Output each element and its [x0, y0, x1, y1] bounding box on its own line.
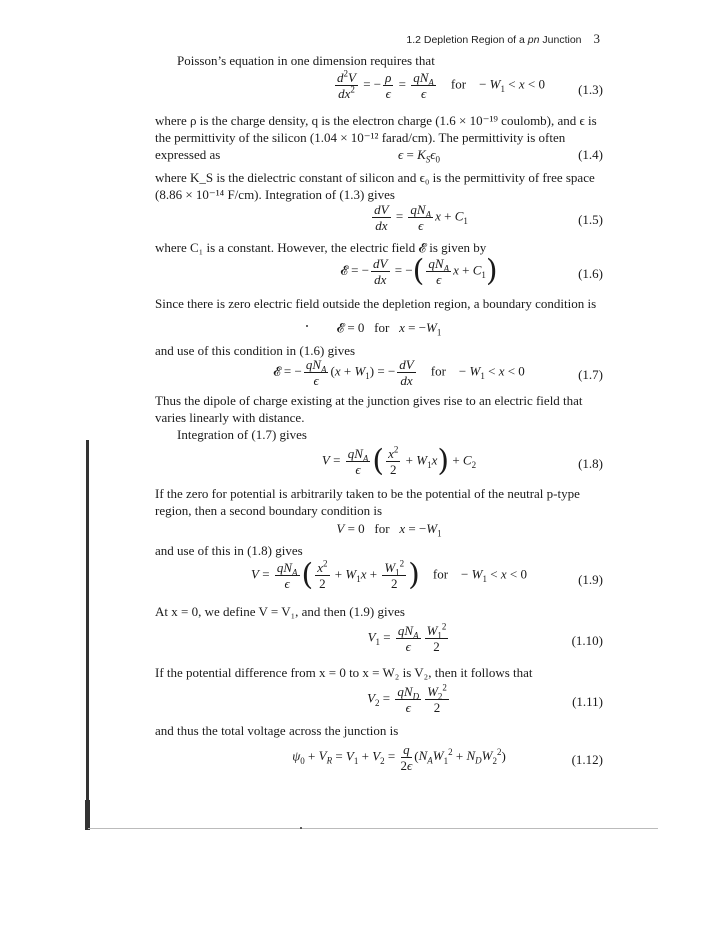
- page-number: 3: [593, 31, 600, 46]
- equation-1-11: $V_2$ = $\frac{qN_D}{\epsilon}$ $\frac{W_2^2}{2}$ (1.11): [367, 682, 603, 715]
- equation-number: (1.11): [572, 694, 603, 709]
- equation-boundary-2: V = 0 for $x = -W_1$: [336, 521, 442, 539]
- header-section: 1.2 Depletion Region of a: [406, 34, 528, 46]
- equation-1-6: 𝓔 = − $\frac{dV}{dx}$ = −( $\frac{qN_A}{\epsilon}$ $x + C_1$) (1.6): [340, 253, 603, 289]
- paragraph-use-condition: and use of this condition in (1.6) gives: [155, 343, 356, 358]
- header-section-italic: pn: [527, 34, 540, 46]
- paragraph-total-voltage: and thus the total voltage across the junction is: [155, 723, 399, 738]
- paragraph-dielectric: where K_S is the dielectric constant of silicon and ϵ₀ is the permittivity of free space (8.86 × 10⁻¹⁴ F/cm). Integration of (1.3) gives: [155, 170, 595, 202]
- equation-1-8: V = $\frac{qN_A}{\epsilon}$ ( $\frac{x^2}{2}$ + $W_1x) + C_2$ (1.8): [321, 443, 603, 479]
- paragraph-zero-potential: If the zero for potential is arbitrarily taken to be the potential of the neutral p-type region, then a second boundary condition is: [155, 486, 580, 518]
- scan-binding-edge-thick: [85, 800, 90, 830]
- paragraph-charge-density: where ρ is the charge density, q is the electron charge (1.6 × 10⁻¹⁹ coulomb), and ϵ is the permittivity of the silicon (1.04 × 10⁻¹² farad/cm). The permittivity is often expressed as: [155, 113, 597, 162]
- paragraph-define-v1: At x = 0, we define V = V₁, and then (1.9) gives: [155, 604, 405, 619]
- equation-number: (1.3): [578, 82, 603, 97]
- equation-1-9: V = $\frac{qN_A}{\epsilon}$ ( $\frac{x^2}{2}$ + $W_1x$ + $\frac{W_1^2}{2}$ ) for − $W_1 < x < 0$ (1.9): [251, 557, 603, 593]
- equation-boundary-1: 𝓔 = 0 for $x = -W_1$: [336, 320, 442, 338]
- paragraph-constant: where C₁ is a constant. However, the electric field 𝓔 is given by: [155, 240, 487, 255]
- running-header: [406, 31, 600, 47]
- scan-bottom-edge: [88, 828, 658, 829]
- equation-1-7: 𝓔 = − $\frac{qN_A}{\epsilon}$ $(x + W_1)$ = − $\frac{dV}{dx}$ for − $W_1 < x < 0$ (1.7): [273, 357, 603, 388]
- scan-speck: [300, 827, 302, 829]
- equation-number: (1.5): [578, 212, 603, 227]
- paragraph-potential-difference: If the potential difference from x = 0 to x = W₂ is V₂, then it follows that: [155, 665, 533, 680]
- header-section-tail: Junction: [539, 34, 582, 46]
- equation-number: (1.10): [571, 633, 603, 648]
- paragraph-use-18: and use of this in (1.8) gives: [155, 543, 303, 558]
- equation-number: (1.12): [571, 752, 603, 767]
- scan-speck: [306, 325, 308, 327]
- equation-1-10: $V_1$ = $\frac{qN_A}{\epsilon}$ $\frac{W_1^2}{2}$ (1.10): [367, 621, 603, 654]
- equation-number: (1.4): [578, 147, 603, 162]
- equation-1-4: $\epsilon = K_S\epsilon_0$ (1.4): [397, 147, 603, 165]
- paragraph-boundary: Since there is zero electric field outside the depletion region, a boundary condition is: [155, 296, 597, 311]
- equation-number: (1.9): [578, 572, 603, 587]
- equation-1-3: $\frac{d^2V}{dx^2}$ = − $\frac{\rho}{\epsilon}$ = $\frac{qN_A}{\epsilon}$ for − $W_1 < x < 0$ (1.3): [337, 68, 603, 101]
- equation-number: (1.8): [578, 456, 603, 471]
- paragraph-poisson: Poisson’s equation in one dimension requires that: [177, 53, 435, 68]
- scan-binding-edge: [86, 440, 89, 830]
- equation-1-12: $\psi_0 + V_R = V_1 + V_2$ = $\frac{q}{2\epsilon}$ $(N_AW_1^2 + N_DW_2^2)$ (1.12): [292, 742, 603, 773]
- equation-number: (1.7): [578, 367, 603, 382]
- equation-number: (1.6): [578, 266, 603, 281]
- paragraph-dipole: Thus the dipole of charge existing at the junction gives rise to an electric field that varies linearly with distance.: [155, 393, 583, 425]
- paragraph-integration-17: Integration of (1.7) gives: [177, 427, 307, 442]
- equation-1-5: $\frac{dV}{dx}$ = $\frac{qN_A}{\epsilon}$ $x + C_1$ (1.5): [374, 202, 603, 233]
